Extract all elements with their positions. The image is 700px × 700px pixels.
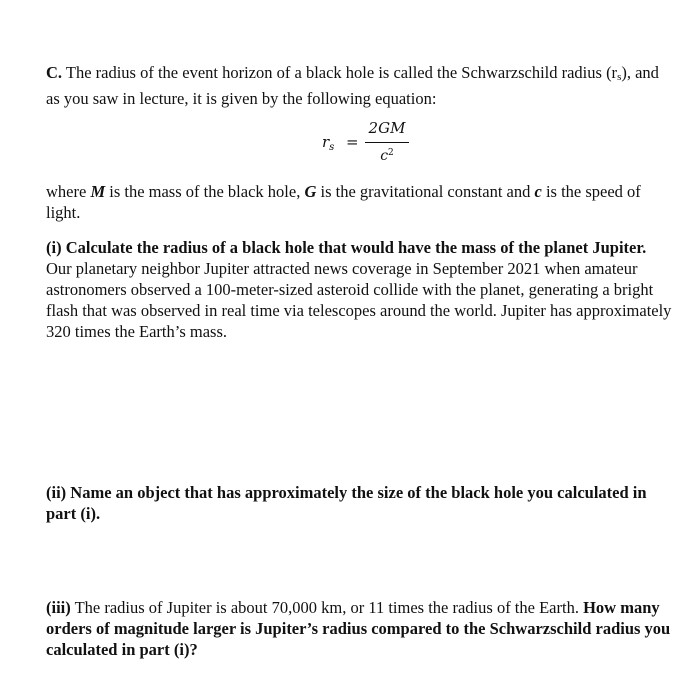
- radius-subscript: s: [617, 71, 622, 83]
- variable-definitions: where M is the mass of the black hole, G is the gravitational constant and c is the speed of light.: [46, 182, 641, 222]
- intro-text-end: ), and as you saw in lecture, it is given by the following equation:: [46, 63, 659, 108]
- equation-denominator: $c^2$: [380, 148, 394, 164]
- schwarzschild-equation: [322, 118, 412, 164]
- question-i: [46, 237, 676, 342]
- question-i-prompt: (i) Calculate the radius of a black hole that would have the mass of the planet Jupiter.: [46, 238, 647, 257]
- equation-numerator: 2GM: [368, 119, 406, 137]
- question-ii: [46, 482, 676, 524]
- question-ii-prompt: (ii) Name an object that has approximately the size of the black hole you calculated in part (i).: [46, 483, 647, 523]
- var-mass: M: [90, 182, 106, 201]
- equation-lhs: $r_s$: [322, 133, 335, 153]
- equation-equals: =: [346, 133, 359, 151]
- question-iii: [46, 597, 676, 660]
- question-iii-context: The radius of Jupiter is about 70,000 km, or 11 times the radius of the Earth.: [70, 598, 584, 617]
- var-gravitational-constant: G: [304, 182, 317, 201]
- question-i-context: Our planetary neighbor Jupiter attracted news coverage in September 2021 when amateur astronomers observed a 100-meter-sized asteroid collide with the planet, generating a bright flash that was observed in real time via telescopes around the world. Jupiter has approximately 320 times the Earth’s mass.: [46, 259, 672, 341]
- var-speed-of-light: c: [534, 182, 542, 201]
- equation-lhs-subscript: s: [329, 142, 335, 153]
- section-label: C.: [46, 63, 63, 82]
- question-iii-prompt: How many orders of magnitude larger is Jupiter’s radius compared to the Schwarzschild radius you calculated in part (i)?: [46, 598, 671, 659]
- intro-text: The radius of the event horizon of a black hole is called the Schwarzschild radius (r: [62, 63, 618, 82]
- section-c-intro: [46, 62, 676, 109]
- question-iii-label: (iii): [46, 598, 71, 617]
- equation-exponent: 2: [388, 148, 394, 158]
